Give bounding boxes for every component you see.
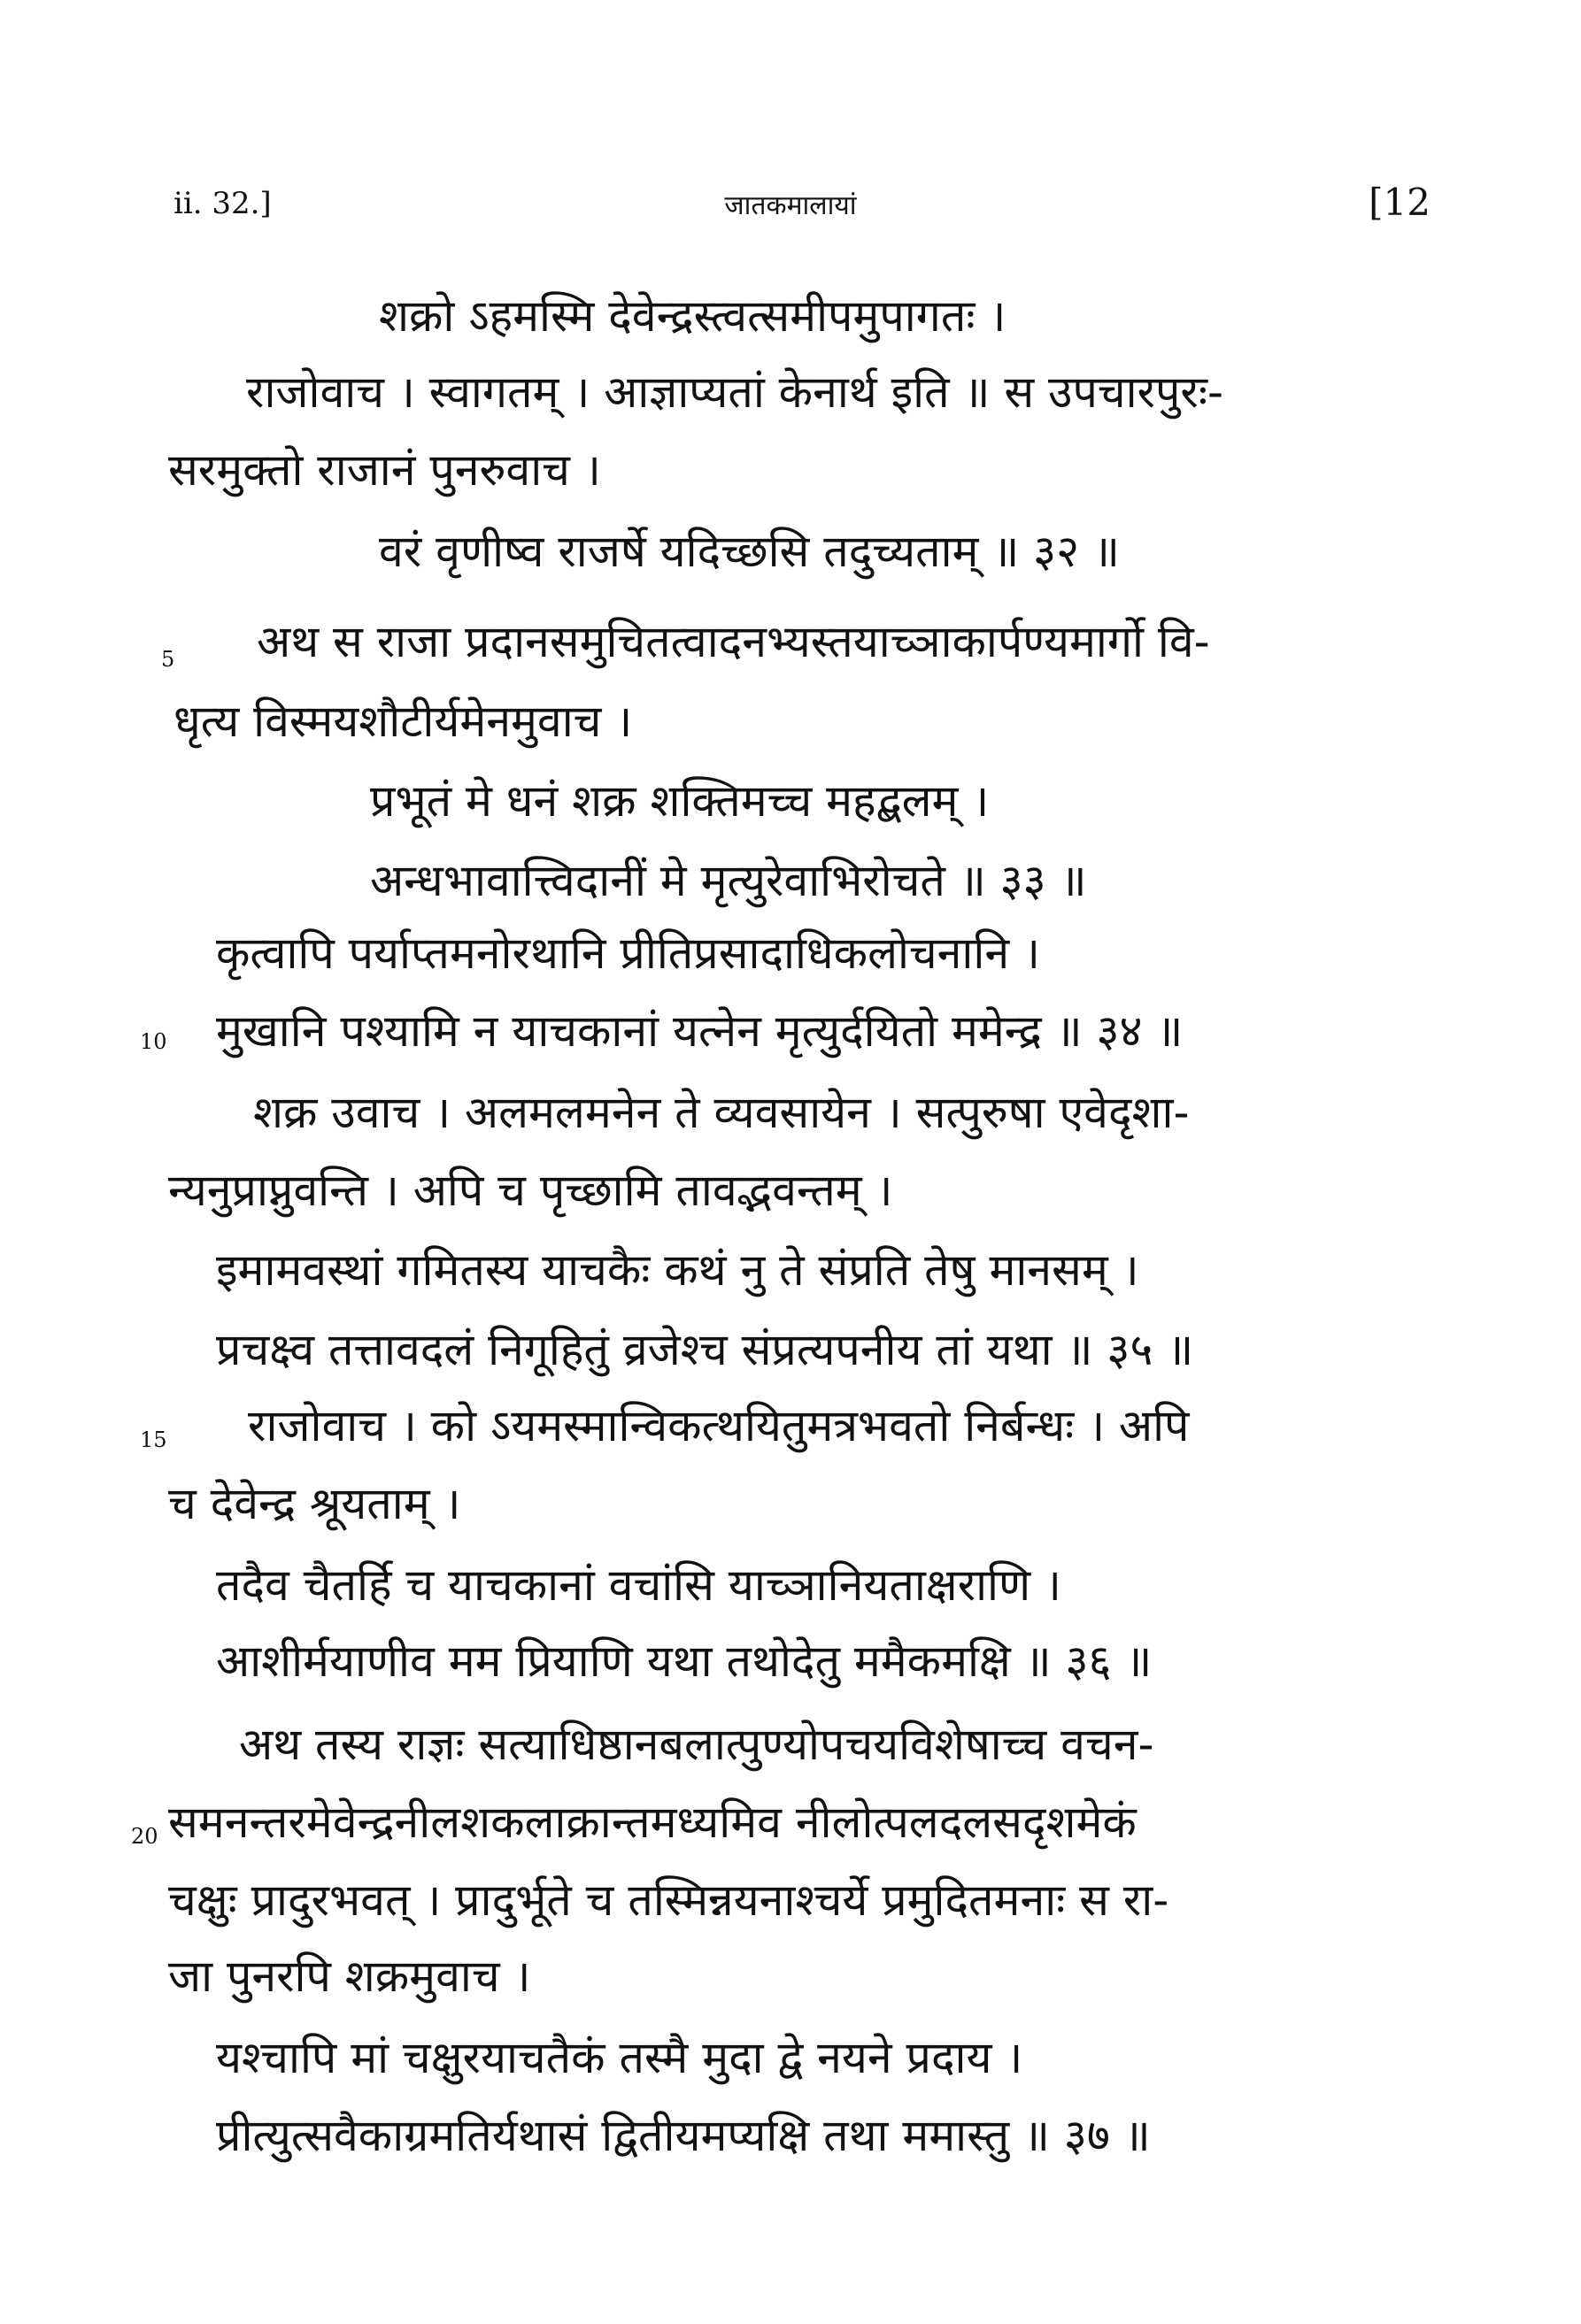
prose-line: समनन्तरमेवेन्द्रनीलशकलाक्रान्तमध्यमिव नीलोत्पलदलसदृशमेकं <box>168 1797 1137 1848</box>
prose-line: अथ स राजा प्रदानसमुचितत्वादनभ्यस्तयाच्ञाकार्पण्यमार्गो वि- <box>257 616 1210 667</box>
header-page-number: [12 <box>1369 181 1431 224</box>
line-number: 15 <box>140 1427 167 1452</box>
verse-line: शक्रो ऽहमस्मि देवेन्द्रस्त्वत्समीपमुपागतः । <box>379 290 1006 342</box>
line-number: 10 <box>140 1029 167 1054</box>
verse-line: तदैव चैतर्हि च याचकानां वचांसि याच्ञानियताक्षराणि । <box>216 1559 1061 1611</box>
line-number: 5 <box>161 647 175 672</box>
prose-line: चक्षुः प्रादुरभवत् । प्रादुर्भूते च तस्मिन्नयनाश्चर्ये प्रमुदितमनाः स रा- <box>168 1874 1169 1926</box>
prose-line: राजोवाच । को ऽयमस्मान्विकत्थयितुमत्रभवतो निर्बन्धः । अपि <box>248 1400 1190 1451</box>
verse-line: प्रभूतं मे धनं शक्र शक्तिमच्च महद्बलम् । <box>370 775 990 827</box>
verse-line: प्रीत्युत्सवैकाग्रमतिर्यथासं द्वितीयमप्यक्षि तथा ममास्तु ॥ ३७ ॥ <box>216 2110 1151 2161</box>
verse-line: प्रचक्ष्व तत्तावदलं निगूहितुं व्रजेश्च संप्रत्यपनीय तां यथा ॥ ३५ ॥ <box>216 1324 1194 1375</box>
header-running-title: जातकमालायां <box>724 190 857 221</box>
prose-line: अथ तस्य राज्ञः सत्याधिष्ठानबलात्पुण्योपचयविशेषाच्च वचन- <box>239 1719 1154 1770</box>
verse-line: मुखानि पश्यामि न याचकानां यत्नेन मृत्युर्दयितो ममेन्द्र ॥ ३४ ॥ <box>216 1005 1184 1057</box>
prose-line: शक्र उवाच । अलमलमनेन ते व्यवसायेन । सत्पुरुषा एवेदृशा- <box>253 1087 1190 1138</box>
prose-line: जा पुनरपि शक्रमुवाच । <box>168 1951 531 2002</box>
prose-line: राजोवाच । स्वागतम् । आज्ञाप्यतां केनार्थ इति ॥ स उपचारपुरः- <box>246 366 1223 418</box>
verse-line: यश्चापि मां चक्षुरयाचतैकं तस्मै मुदा द्वे नयने प्रदाय । <box>216 2032 1023 2083</box>
line-number: 20 <box>131 1824 158 1849</box>
verse-line: कृत्वापि पर्याप्तमनोरथानि प्रीतिप्रसादाधिकलोचनानि । <box>216 927 1040 979</box>
prose-line: न्यनुप्राप्नुवन्ति । अपि च पृच्छामि तावद्भवन्तम् । <box>168 1165 893 1216</box>
verse-line: आशीर्मयाणीव मम प्रियाणि यथा तथोदेतु ममैकमक्षि ॥ ३६ ॥ <box>216 1635 1153 1687</box>
verse-line: वरं वृणीष्व राजर्षे यदिच्छसि तदुच्यताम् ॥ ३२ ॥ <box>379 526 1121 577</box>
verse-line: इमामवस्थां गमितस्य याचकैः कथं नु ते संप्रति तेषु मानसम् । <box>216 1244 1139 1296</box>
prose-line: सरमुक्तो राजानं पुनरुवाच । <box>168 444 601 496</box>
prose-line: धृत्य विस्मयशौटीर्यमेनमुवाच । <box>174 696 633 747</box>
prose-line: च देवेन्द्र श्रूयताम् । <box>168 1478 461 1529</box>
header-verse-reference: ii. 32.] <box>174 186 272 221</box>
verse-line: अन्धभावात्त्विदानीं मे मृत्युरेवाभिरोचते ॥ ३३ ॥ <box>370 855 1087 906</box>
